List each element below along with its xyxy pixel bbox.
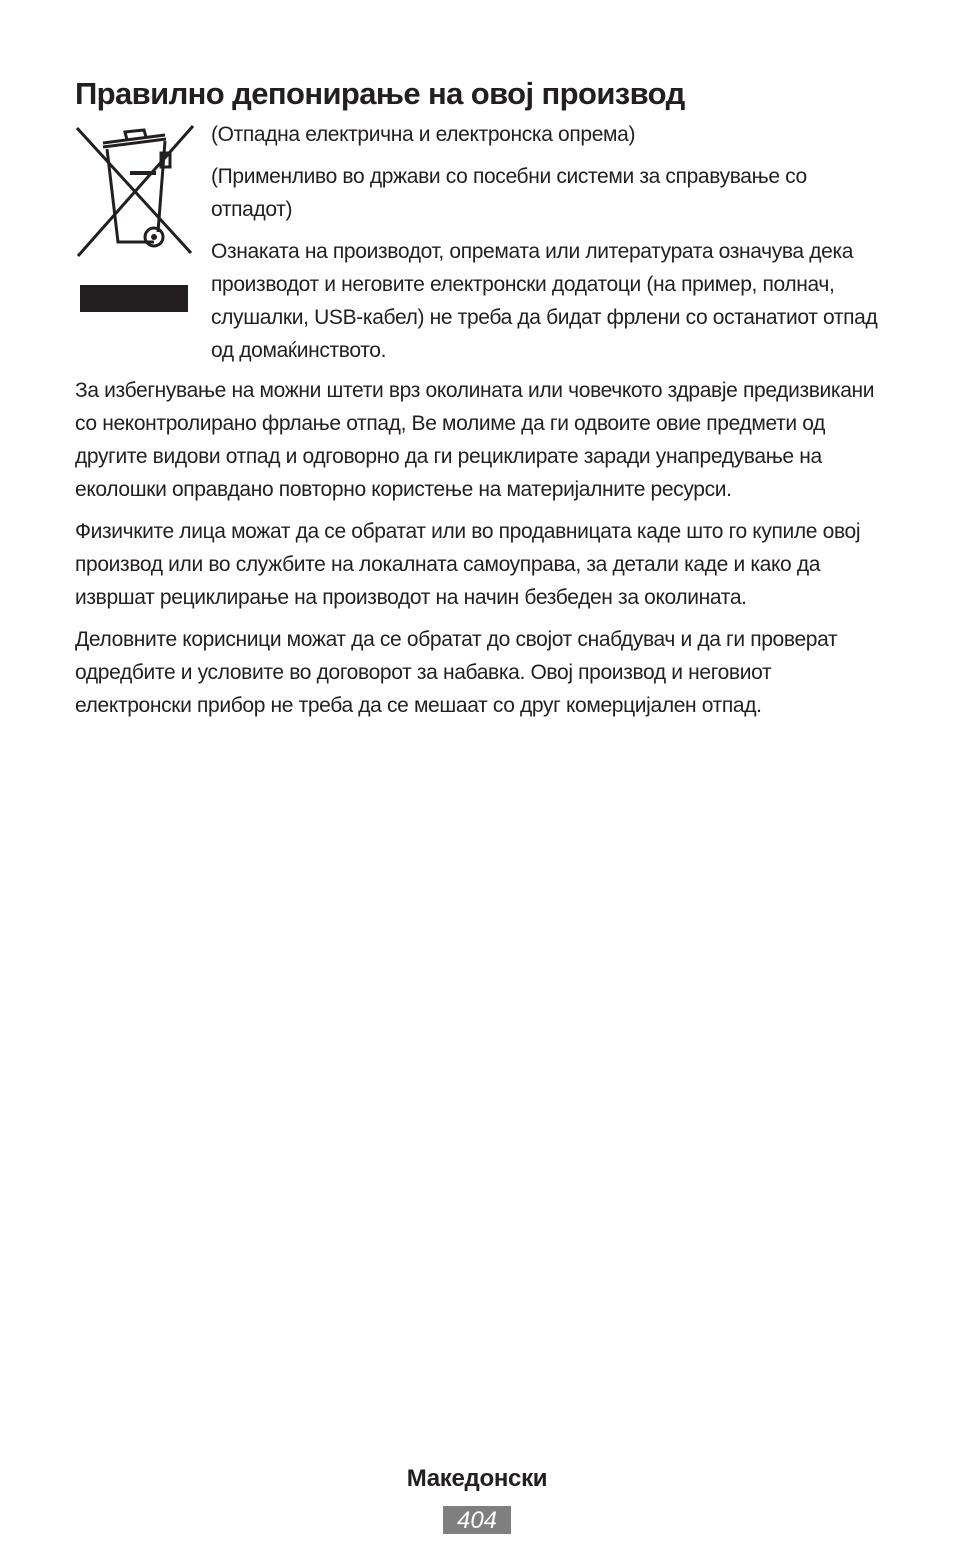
body-paragraph-3: Деловните корисници можат да се обратат до својот снабдувач и да ги проверат одредбите и условите во договорот за набавка. Овој производ и неговиот електронски прибор не треба да се мешаат со друг комерцијален отпад. — [75, 628, 838, 717]
intro-paragraph-3: Ознаката на производот, опремата или литературата означува дека производот и неговите електронски додатоци (на пример, полнач, слушалки, USB-кабел) не треба да бидат фрлени со останатиот отпад од домаќинството. — [211, 240, 878, 362]
body-text-block — [75, 374, 885, 731]
intro-text-block — [211, 118, 891, 376]
body-paragraph-2: Физичките лица можат да се обратат или во продавницата каде што го купиле овој производ или во службите на локалната самоуправа, за детали каде и како да извршат рециклирање на производот на начин безбеден за околината. — [75, 520, 861, 609]
page-number-badge: 404 — [443, 1506, 511, 1534]
crossed-out-wheeled-bin-icon — [74, 124, 196, 314]
intro-paragraph-2: (Применливо во држави со посебни системи за справување со отпадот) — [211, 165, 807, 221]
page-title: Правилно депонирање на овој производ — [75, 76, 685, 111]
body-paragraph-1: За избегнување на можни штети врз околината или човечкото здравје предизвикани со неконтролирано фрлање отпад, Ве молиме да ги одвоите овие предмети од другите видови отпад и одговорно да ги рециклирате заради унапредување на еколошки оправдано повторно користење на материјалните ресурси. — [75, 379, 875, 501]
footer-language-label: Македонски — [406, 1465, 548, 1492]
intro-paragraph-1: (Отпадна електрична и електронска опрема) — [211, 123, 636, 146]
